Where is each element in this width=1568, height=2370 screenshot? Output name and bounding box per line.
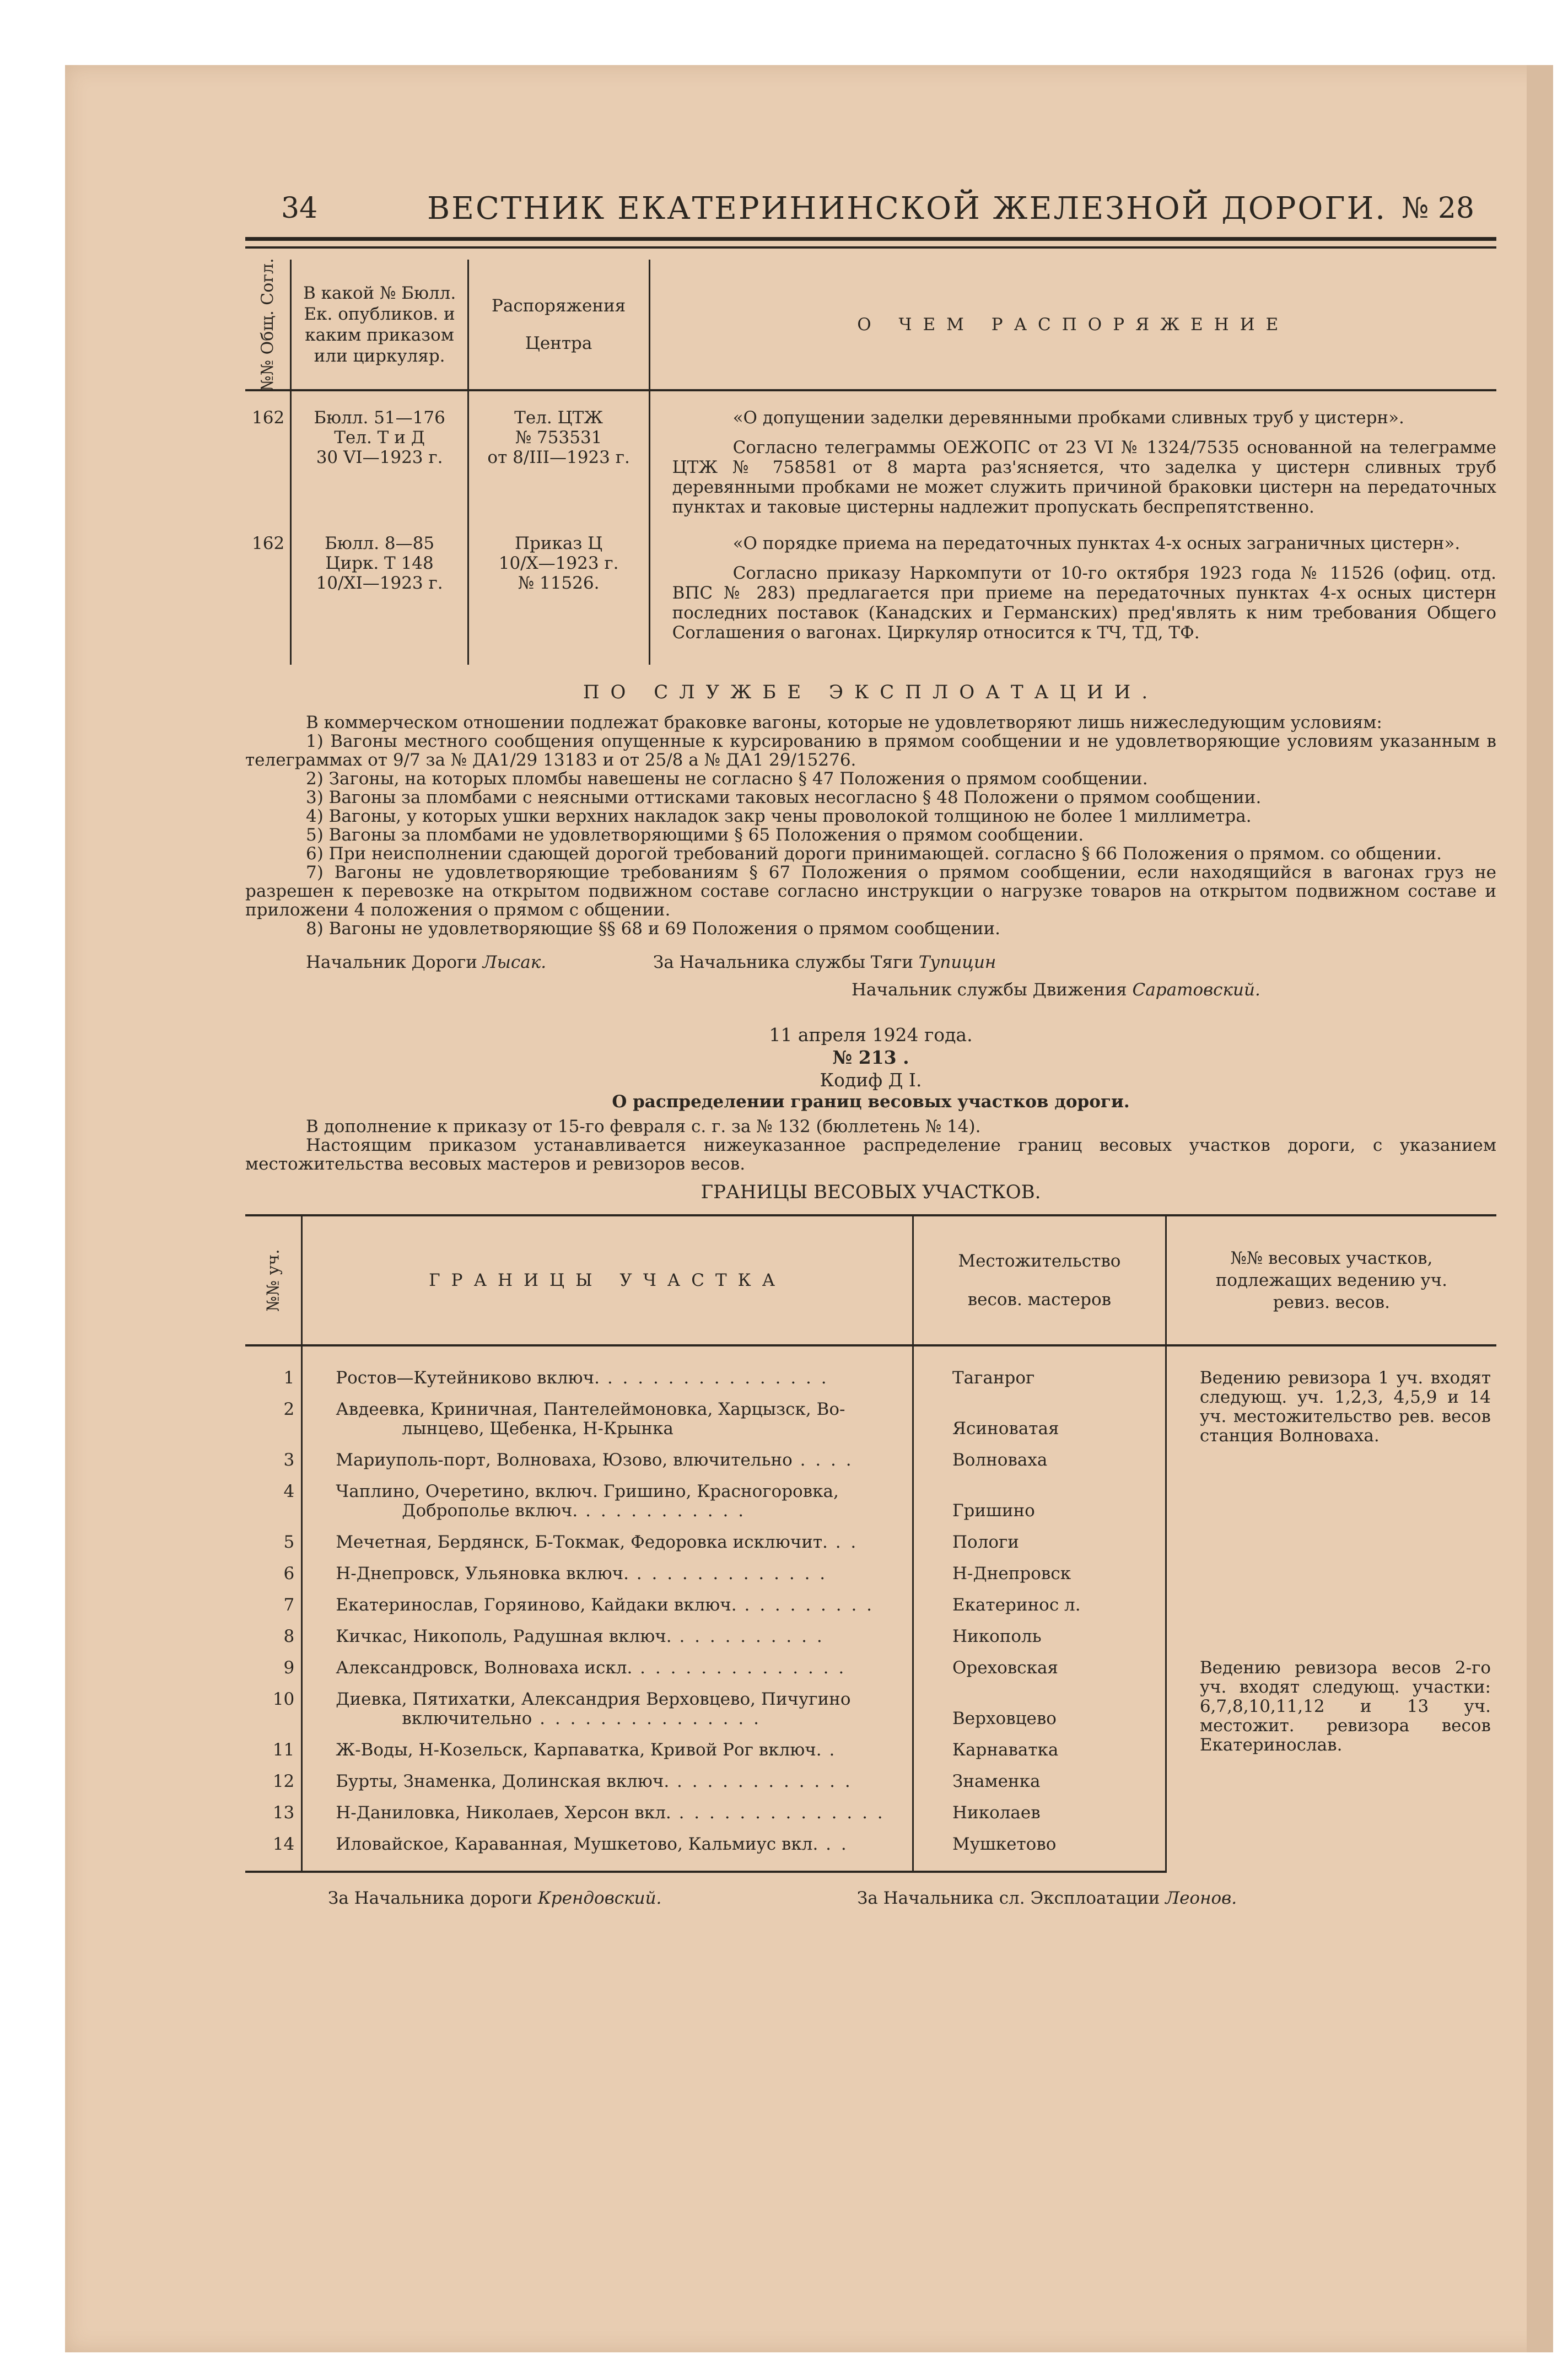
order-date: 11 апреля 1924 года. [769, 1024, 973, 1046]
list-item: 5) Вагоны за пломбами не удовлетворяющими § 65 Положения о прямом сообщении. [306, 825, 1084, 845]
table-row: 4 Чаплино, Очеретино, включ. Гришино, Красногоровка, Доброполье включ. . . . . . . . . . . . Гришино [245, 1470, 1496, 1521]
list-item: 4) Вагоны, у которых ушки верхних накладок закр чены проволокой толщиною не более 1 миллиметра. [306, 806, 1252, 826]
table-row: 162 Бюлл. 8—85 Цирк. Т 148 10/XI—1923 г. Приказ Ц 10/X—1923 г. № 11526. «О порядке приема на передаточных пунктах 4-х осных заграничных цистерн». Согласно приказу Наркомпути от 10-го октября 1923 года № 11526 (офиц. отд. ВПС № 283) предлагается при приеме на передаточных пунктах 4-х осных цистерн последних поставок (Канадских и Германских) пред'являть к ним требования Общего Соглашения о вагонах. Циркуляр относится к ТЧ, ТД, ТФ. [245, 517, 1496, 665]
table-row: 8 Кичкас, Никополь, Радушная включ. . . . . . . . . . . Никополь [245, 1615, 1496, 1646]
orders-table [245, 257, 1496, 665]
signatures-row-1 [245, 952, 1496, 974]
list-item: 3) Вагоны за пломбами с неясными оттисками таковых несогласно § 48 Положени о прямом сообщении. [306, 788, 1262, 807]
running-header [245, 187, 1496, 241]
table-row: 1 Ростов—Кутейниково включ. . . . . . . . . . . . . . . . Таганрог Ведению ревизора 1 уч. входят следующ. уч. 1,2,3, 4,5,9 и 14 уч. местожительство рев. весов станция Волноваха. [245, 1345, 1496, 1388]
signature-traction: За Начальника службы Тяги Тупицин [653, 952, 996, 972]
table-title: ГРАНИЦЫ ВЕСОВЫХ УЧАСТКОВ. [701, 1181, 1041, 1203]
footer-signature-left: За Начальника дороги Крендовский. [328, 1888, 662, 1908]
col-header-supervision: №№ весовых участков, подлежащих ведению уч. ревиз. весов. [1166, 1215, 1496, 1345]
page-number: 34 [281, 192, 318, 225]
table-row: 12 Бурты, Знаменка, Долинская включ. . . . . . . . . . . . . Знаменка [245, 1760, 1496, 1791]
table-row: 9 Александровск, Волноваха искл. . . . . . . . . . . . . . . Ореховская Ведению ревизора весов 2-го уч. входят следующ. участки: 6,7,8,10,11,12 и 13 уч. местожит. ревизора весов Екатеринослав. [245, 1646, 1496, 1678]
table-row: 6 Н-Днепровск, Ульяновка включ. . . . . . . . . . . . . . Н-Днепровск [245, 1552, 1496, 1583]
page-content [245, 187, 1496, 1916]
list-item: 6) При неисполнении сдающей дорогой требований дороги принимающей. согласно § 66 Положения о прямом. со общении. [306, 844, 1442, 864]
weight-sections-table [245, 1214, 1496, 1873]
journal-title: ВЕСТНИК ЕКАТЕРИНИНСКОЙ ЖЕЛЕЗНОЙ ДОРОГИ. [427, 191, 1387, 227]
col-header-subject: О ЧЕМ РАСПОРЯЖЕНИЕ [649, 260, 1496, 390]
table-row: 10 Диевка, Пятихатки, Александрия Верховцево, Пичугино включительно . . . . . . . . . . . . . . . Верховцево [245, 1678, 1496, 1728]
issue-number: № 28 [1402, 192, 1474, 225]
col-header-center: Распоряжения Центра [468, 260, 649, 390]
list-item: 8) Вагоны не удовлетворяющие §§ 68 и 69 Положения о прямом сообщении. [306, 919, 1001, 939]
order-paragraph-2: Настоящим приказом устанавливается нижеуказанное распределение границ весовых участков дороги, с указанием местожительства весовых мастеров и ревизоров весов. [245, 1135, 1496, 1174]
list-item: 7) Вагоны не удовлетворяющие требованиям § 67 Положения о прямом сообщении, если находящийся в вагонах груз не разрешен к перевозке на открытом подвижном составе согласно инструкции о нагрузке товаров на открытом подвижном составе и приложени 4 положения о прямом с общении. [245, 863, 1496, 920]
section-title: ПО СЛУЖБЕ ЭКСПЛОАТАЦИИ. [583, 681, 1159, 703]
table-row: 11 Ж-Воды, Н-Козельск, Карпаватка, Кривой Рог включ. . Карнаватка [245, 1728, 1496, 1760]
header-rule [245, 246, 1496, 249]
table-row: 13 Н-Даниловка, Николаев, Херсон вкл. . . . . . . . . . . . . . . Николаев [245, 1791, 1496, 1823]
signatures-row-2 [245, 980, 1496, 1002]
table-row: 7 Екатеринослав, Горяиново, Кайдаки включ. . . . . . . . . . Екатеринос л. [245, 1583, 1496, 1615]
page-fold [1527, 65, 1553, 2352]
list-item: 1) Вагоны местного сообщения опущенные к курсированию в прямом сообщении и не удовлетворяющие условиям указанным в телеграммах от 9/7 за № ДА1/29 13183 и от 25/8 а № ДА1 29/15276. [245, 731, 1496, 770]
col-header-boundaries: ГРАНИЦЫ УЧАСТКА [302, 1215, 913, 1345]
col-header-number: №№ Общ. Согл. [245, 260, 291, 390]
order-subject: О распределении границ весовых участков дороги. [612, 1092, 1130, 1112]
signature-movement: Начальник службы Движения Саратовский. [852, 980, 1260, 1000]
order-number: № 213 . [832, 1047, 909, 1068]
signature-chief: Начальник Дороги Лысак. [306, 952, 547, 972]
table-row: 162 Бюлл. 51—176 Тел. Т и Д 30 VI—1923 г. Тел. ЦТЖ № 753531 от 8/III—1923 г. «О допущении заделки деревянными пробками сливных труб у цистерн». Согласно телеграммы ОЕЖОПС от 23 VI № 1324/7535 основанной на телеграмме ЦТЖ № 758581 от 8 марта раз'ясняется, что заделка у цистерн сливных труб деревянными пробками не может служить причиной браковки цистерн на передаточных пунктах и таковые цистерны надлежит пропускать беспрепятственно. [245, 390, 1496, 517]
footer-signatures [245, 1883, 1496, 1916]
col-header-bulletin: В какой № Бюлл. Ек. опубликов. и каким приказом или циркуляр. [291, 260, 468, 390]
table-row: 14 Иловайское, Караванная, Мушкетово, Кальмиус вкл. . . Мушкетово [245, 1823, 1496, 1872]
table-row: 3 Мариуполь-порт, Волноваха, Юзово, влючительно . . . . Волноваха [245, 1439, 1496, 1470]
footer-signature-right: За Начальника сл. Эксплоатации Леонов. [857, 1888, 1237, 1908]
col-header-residence: Местожительство весов. мастеров [913, 1215, 1166, 1345]
col-header-section-number: №№ уч. [245, 1215, 302, 1345]
order-codif: Кодиф Д I. [820, 1069, 922, 1091]
order-paragraph-1: В дополнение к приказу от 15-го февраля с. г. за № 132 (бюллетень № 14). [306, 1117, 981, 1136]
supervisor-note-1: Ведению ревизора 1 уч. входят следующ. уч. 1,2,3, 4,5,9 и 14 уч. местожительство рев. весов станция Волноваха. [1199, 1368, 1491, 1446]
table-row: 2 Авдеевка, Криничная, Пантелеймоновка, Харцызск, Во- лынцево, Щебенка, Н-Крынка Ясиноватая [245, 1388, 1496, 1439]
rejection-list [245, 732, 1496, 938]
section-intro: В коммерческом отношении подлежат браковке вагоны, которые не удовлетворяют лишь нижеследующим условиям: [306, 713, 1382, 732]
supervisor-note-2: Ведению ревизора весов 2-го уч. входят следующ. участки: 6,7,8,10,11,12 и 13 уч. местожит. ревизора весов Екатеринослав. [1199, 1658, 1491, 1755]
table-row: 5 Мечетная, Бердянск, Б-Токмак, Федоровка исключит. . . Пологи [245, 1521, 1496, 1552]
list-item: 2) Загоны, на которых пломбы навешены не согласно § 47 Положения о прямом сообщении. [306, 769, 1148, 789]
